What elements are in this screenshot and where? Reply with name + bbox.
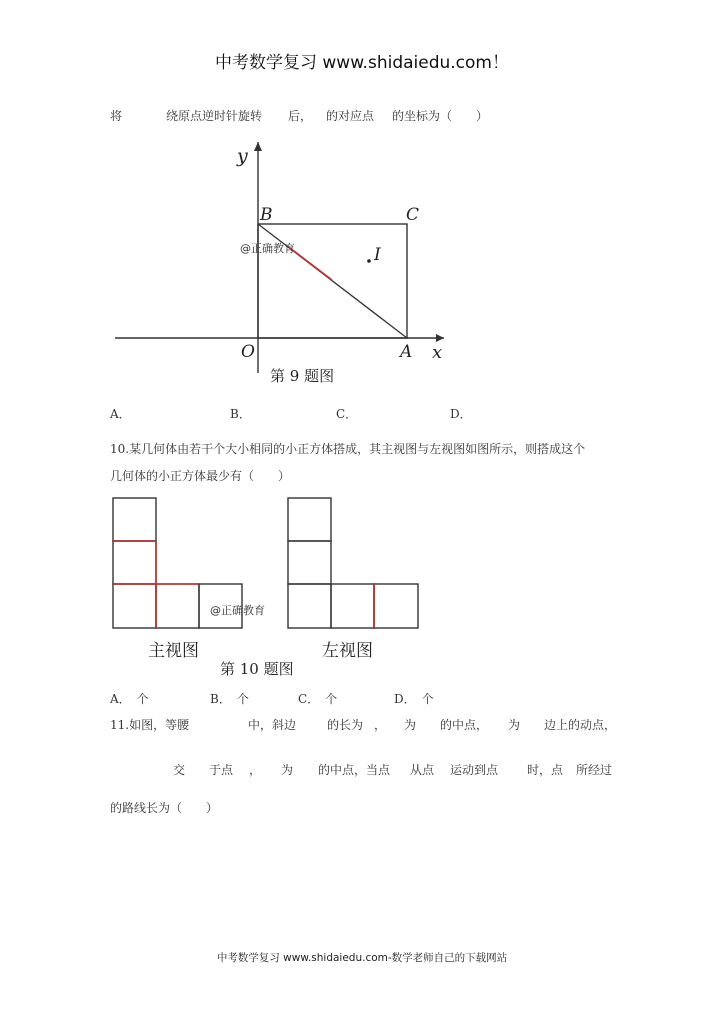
q9-option-a: A． xyxy=(110,407,131,421)
q11-text-part: 中，斜边 xyxy=(248,718,297,732)
q11-text-part: 于点 xyxy=(209,763,234,777)
q9-stem-part: 的对应点 xyxy=(326,109,375,123)
q11-text-part: 为 xyxy=(281,763,294,777)
q11-text-part: ， xyxy=(249,763,262,777)
q9-option-d: D． xyxy=(450,407,472,421)
q10-figure xyxy=(104,494,434,680)
q10-stem-line-1: 10.某几何体由若干个大小相同的小正方体搭成，其主视图与左视图如图所示，则搭成这个 xyxy=(110,442,586,456)
label-b: B xyxy=(260,205,273,225)
q11-text-part: 从点 xyxy=(410,763,435,777)
q11-text-part: 的长为 xyxy=(327,718,364,732)
label-a: A xyxy=(400,342,413,362)
q9-watermark: @正确教育 xyxy=(240,242,295,255)
q11-text-part: ， xyxy=(374,718,387,732)
label-c: C xyxy=(406,205,420,225)
q9-option-c: C． xyxy=(336,407,358,421)
q11-text-part: 时，点 xyxy=(527,763,564,777)
q11-text-part: 11.如图，等腰 xyxy=(110,718,190,732)
q11-text-part: 交 xyxy=(173,763,186,777)
q11-text-part: 为 xyxy=(404,718,417,732)
q11-text-part: 为 xyxy=(508,718,521,732)
label-o: O xyxy=(241,342,255,362)
point-i xyxy=(367,259,371,263)
label-y: y xyxy=(237,145,248,167)
q9-figure xyxy=(110,138,450,390)
q11-text-part: 的中点， xyxy=(440,718,489,732)
y-axis-arrow-icon xyxy=(254,142,262,151)
q10-option-c: C． 个 xyxy=(298,692,338,706)
q11-text-part: 所经过 xyxy=(576,763,613,777)
q9-stem-part: 将 xyxy=(110,109,123,123)
page-header: 中考数学复习 www.shidaiedu.com！ xyxy=(215,53,509,73)
q10-option-a: A． 个 xyxy=(110,692,149,706)
q10-stem-line-2: 几何体的小正方体最少有（ ） xyxy=(110,469,291,483)
q11-line-3: 的路线长为（ ） xyxy=(110,801,219,815)
q9-option-b: B． xyxy=(230,407,251,421)
left-view xyxy=(288,498,418,628)
q10-option-b: B． 个 xyxy=(210,692,249,706)
q11-text-part: 边上的动点， xyxy=(544,718,617,732)
q10-caption: 第 10 题图 xyxy=(220,660,294,678)
x-axis-arrow-icon xyxy=(436,334,444,342)
q11-text-part: 的中点，当点 xyxy=(318,763,391,777)
q9-caption: 第 9 题图 xyxy=(270,367,335,385)
page-footer: 中考数学复习 www.shidaiedu.com-数学老师自己的下载网站 xyxy=(216,952,508,964)
q11-text-part: 运动到点 xyxy=(450,763,499,777)
q10-option-d: D． 个 xyxy=(394,692,434,706)
label-x: x xyxy=(432,342,443,363)
left-view-label: 左视图 xyxy=(322,641,373,661)
q9-stem-part: 的坐标为（ ） xyxy=(392,109,489,123)
q9-stem-part: 绕原点逆时针旋转 xyxy=(166,109,263,123)
q9-stem-part: 后， xyxy=(288,109,313,123)
diagonal-red-segment xyxy=(290,248,332,280)
q10-watermark: @正确教育 xyxy=(210,604,265,617)
label-i: I xyxy=(374,245,381,265)
front-view-label: 主视图 xyxy=(148,641,199,661)
